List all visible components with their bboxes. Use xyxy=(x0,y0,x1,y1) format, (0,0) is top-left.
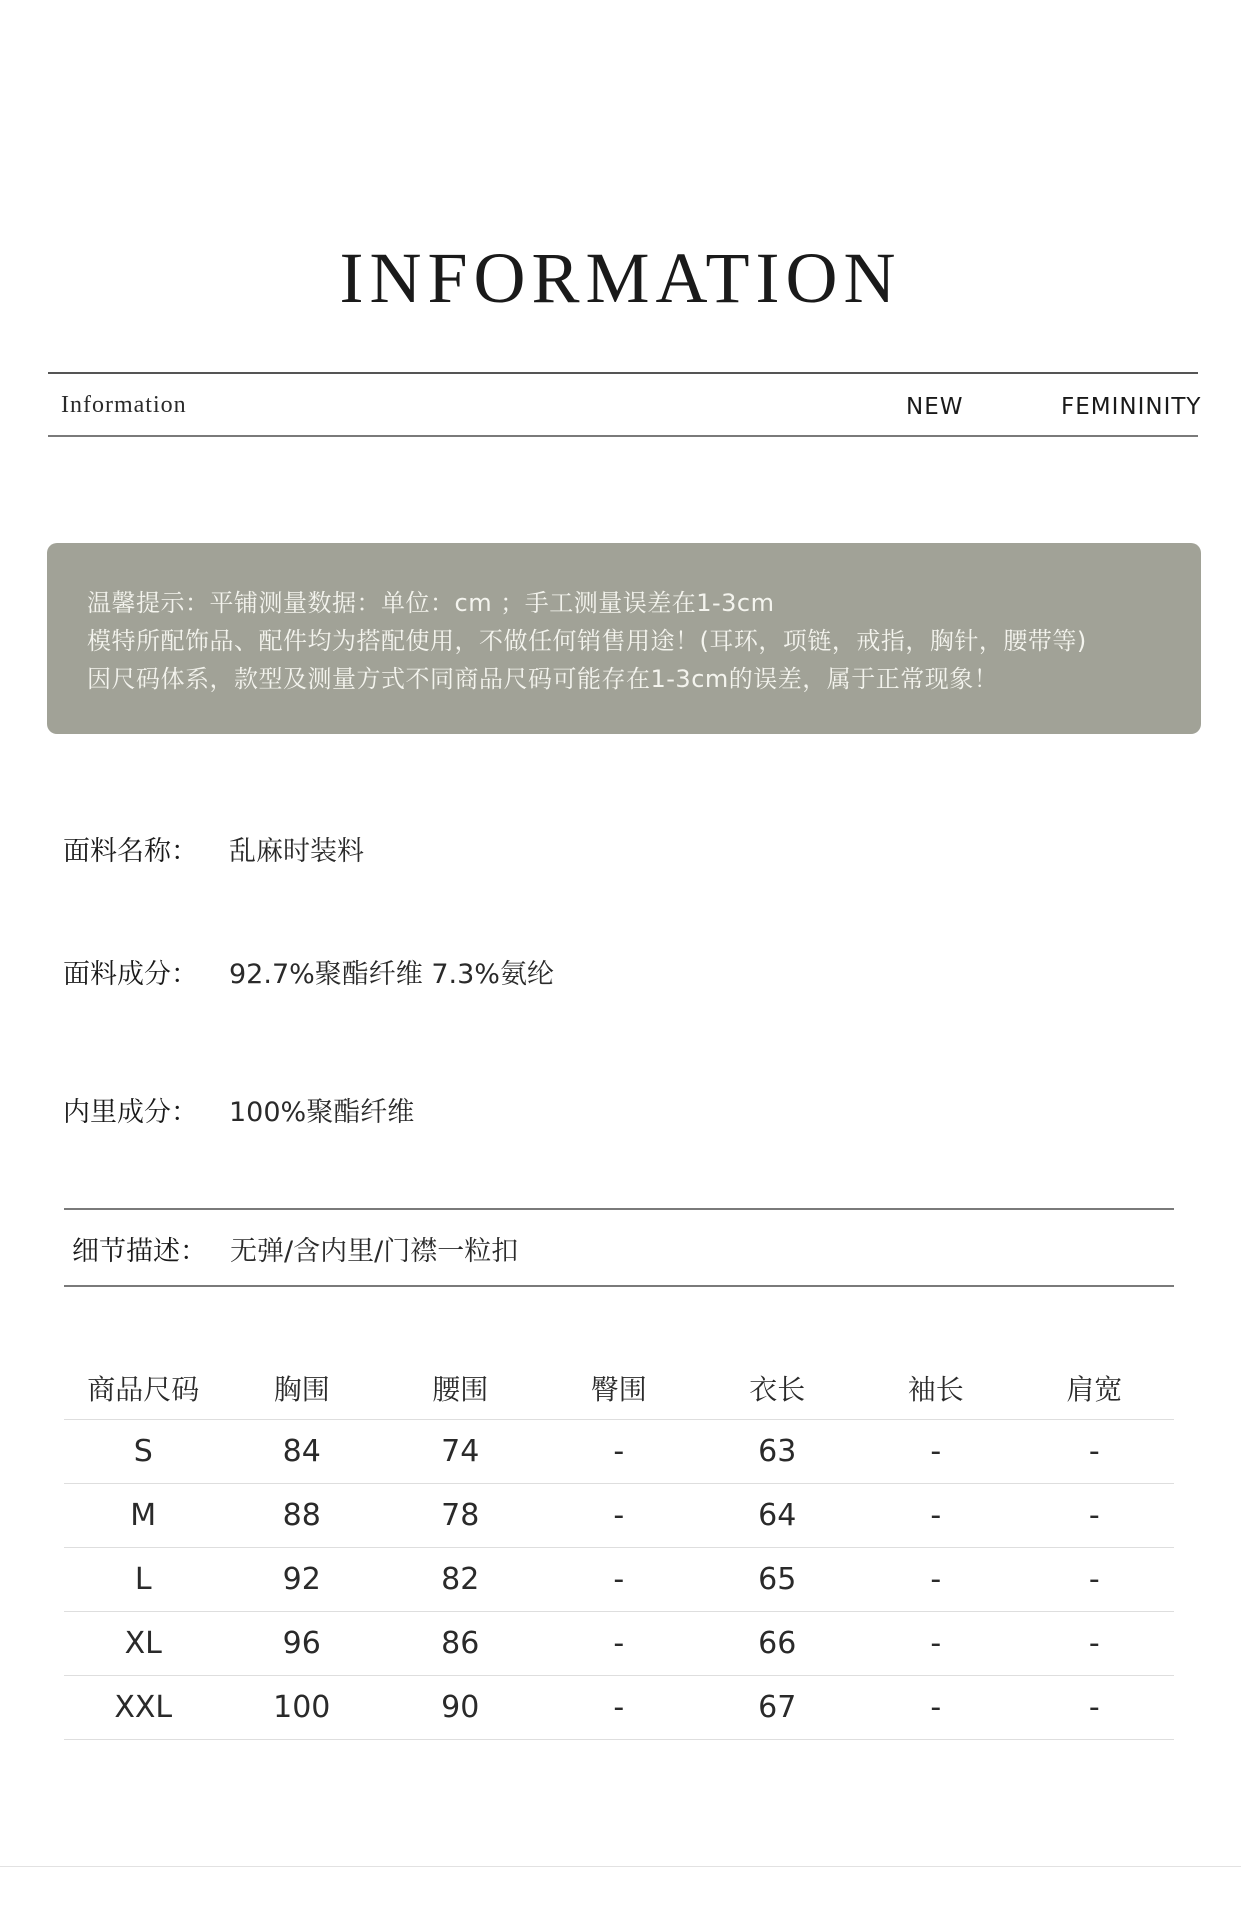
lining-value: 100%聚酯纤维 xyxy=(229,1097,415,1128)
header-cell: 肩宽 xyxy=(1066,1373,1123,1406)
table-cell: - xyxy=(1088,1434,1100,1469)
table-row xyxy=(64,1612,1174,1676)
table-cell: - xyxy=(1088,1626,1100,1661)
header-cell: 衣长 xyxy=(749,1373,806,1406)
table-cell: 74 xyxy=(441,1434,480,1469)
page-title: INFORMATION xyxy=(339,238,902,318)
fabric-composition-value: 92.7%聚酯纤维 7.3%氨纶 xyxy=(229,959,554,990)
table-row xyxy=(64,1484,1174,1548)
banner-bottom-rule xyxy=(48,435,1198,437)
table-cell: 82 xyxy=(441,1562,480,1597)
table-cell: - xyxy=(930,1498,942,1533)
fabric-composition-row xyxy=(63,952,554,991)
table-cell: 90 xyxy=(441,1690,480,1725)
table-cell: 66 xyxy=(758,1626,797,1661)
notice-line: 因尺码体系，款型及测量方式不同商品尺码可能存在1-3cm的误差，属于正常现象！ xyxy=(87,665,999,693)
table-cell: - xyxy=(613,1434,625,1469)
header-cell: 腰围 xyxy=(432,1373,489,1406)
header-cell: 臀围 xyxy=(590,1373,647,1406)
header-cell: 胸围 xyxy=(273,1373,330,1406)
table-cell: XL xyxy=(124,1626,162,1661)
table-cell: 88 xyxy=(282,1498,321,1533)
table-cell: 100 xyxy=(273,1690,331,1725)
lining-row xyxy=(63,1090,415,1129)
table-cell: M xyxy=(130,1498,157,1533)
table-cell: 96 xyxy=(282,1626,321,1661)
lining-label: 内里成分： xyxy=(63,1097,198,1128)
table-cell: 67 xyxy=(758,1690,797,1725)
table-cell: XXL xyxy=(114,1690,173,1725)
table-cell: - xyxy=(1088,1690,1100,1725)
table-row xyxy=(64,1548,1174,1612)
banner-top-rule xyxy=(48,372,1198,374)
detail-value: 无弹/含内里/门襟一粒扣 xyxy=(230,1236,519,1267)
table-row xyxy=(64,1676,1174,1740)
table-cell: - xyxy=(930,1626,942,1661)
size-table xyxy=(64,1361,1174,1740)
table-cell: - xyxy=(930,1690,942,1725)
table-cell: - xyxy=(1088,1562,1100,1597)
table-cell: - xyxy=(613,1690,625,1725)
table-cell: 64 xyxy=(758,1498,797,1533)
banner-label-new: NEW xyxy=(906,394,964,420)
table-cell: 63 xyxy=(758,1434,797,1469)
fabric-name-value: 乱麻时装料 xyxy=(229,836,364,867)
detail-bottom-rule xyxy=(64,1285,1174,1287)
table-row xyxy=(64,1420,1174,1484)
detail-label: 细节描述： xyxy=(72,1236,207,1267)
banner-label-information: Information xyxy=(61,392,187,418)
table-cell: - xyxy=(613,1562,625,1597)
notice-line: 温馨提示：平铺测量数据：单位：cm ；手工测量误差在1-3cm xyxy=(87,589,775,617)
table-cell: 65 xyxy=(758,1562,797,1597)
detail-top-rule xyxy=(64,1208,1174,1210)
table-cell: 86 xyxy=(441,1626,480,1661)
header-cell: 商品尺码 xyxy=(87,1373,200,1406)
table-cell: - xyxy=(930,1562,942,1597)
fabric-name-label: 面料名称： xyxy=(63,836,198,867)
table-cell: 84 xyxy=(282,1434,321,1469)
size-table-header xyxy=(64,1361,1174,1420)
table-cell: - xyxy=(613,1498,625,1533)
notice-box xyxy=(47,543,1201,734)
table-cell: L xyxy=(134,1562,152,1597)
table-cell: 92 xyxy=(282,1562,321,1597)
fabric-composition-label: 面料成分： xyxy=(63,959,198,990)
table-cell: - xyxy=(930,1434,942,1469)
banner-label-femininity: FEMININITY xyxy=(1061,394,1202,420)
table-cell: - xyxy=(613,1626,625,1661)
header-cell: 袖长 xyxy=(907,1373,964,1406)
table-cell: - xyxy=(1088,1498,1100,1533)
page-bottom-rule xyxy=(0,1866,1241,1867)
table-cell: S xyxy=(133,1434,153,1469)
table-cell: 78 xyxy=(441,1498,480,1533)
notice-line: 模特所配饰品、配件均为搭配使用，不做任何销售用途！(耳环，项链，戒指，胸针，腰带等) xyxy=(87,627,1087,655)
detail-row xyxy=(72,1229,519,1268)
fabric-name-row xyxy=(63,829,364,868)
